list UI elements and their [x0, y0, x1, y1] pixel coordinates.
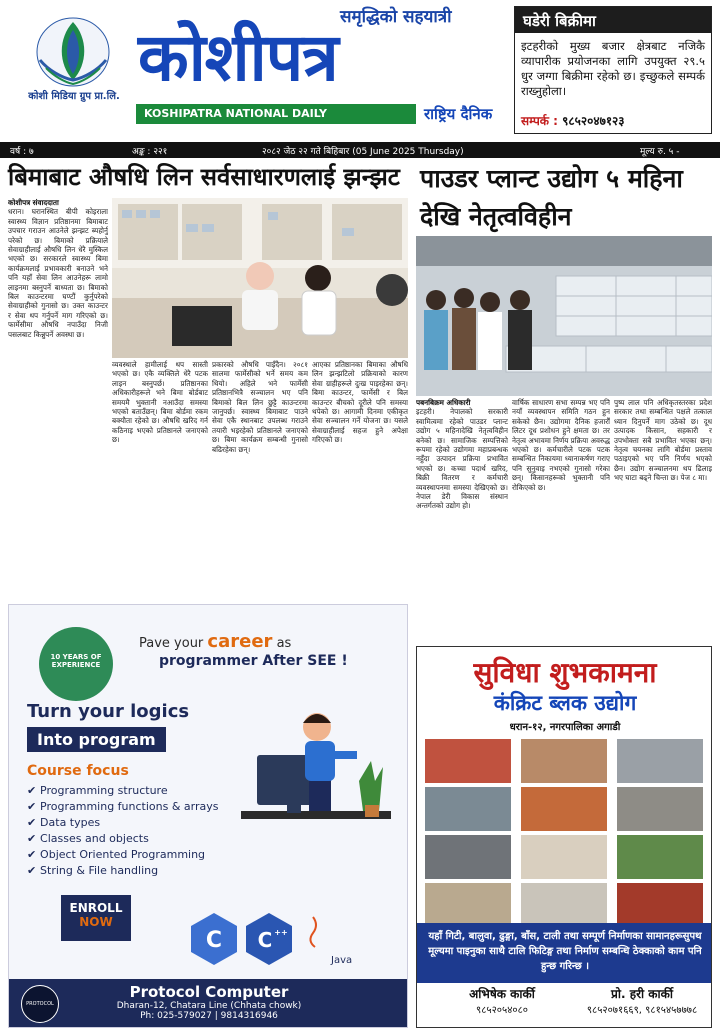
- warehouse-photo: [416, 236, 712, 396]
- classified-ad-box: [514, 6, 712, 134]
- subidha-description-band: यहाँ गिटी, बालुवा, ढुङ्गा, बाँस, टाली तथा सम्पूर्ण निर्माणका सामानहरूसुपथ मूल्यमा पाइनुका साथै टालि फिटिङ्ग तथा निर्माण सम्बन्धि ठेक्काको काम पनि हुन्छ गरिन्छ ।: [417, 923, 712, 983]
- block-stack-image: [425, 787, 511, 831]
- story2-column-e: [416, 398, 508, 642]
- logo-company-name: कोशी मिडिया ग्रुप प्रा.लि.: [28, 91, 120, 102]
- pave-suffix: as: [276, 636, 292, 651]
- story2-column-f: वार्षिक साधारण सभा सम्पन्न भए पनि नयाँ व्यवस्थापन समिति गठन हुन सकेको छैन। उद्योगमा दैनिक हजारौँ लिटर दूध प्रशोधन हुने क्षमता छ। तर नेतृत्व अभावमा निर्णय प्रक्रिया अवरुद्ध भएको छ। कर्मचारीले पटक पटक सम्बन्धित निकायमा ध्यानाकर्षण गराए पनि सुनुवाइ नभएको गुनासो गरेका छन्। किसानहरूको भुक्तानी पनि रोकिएको छ।: [512, 398, 610, 492]
- svg-text:C: C: [257, 928, 273, 952]
- person1-name: अभिषेक कार्की: [469, 987, 535, 1001]
- contact-number: ९८५२०४७१२३: [562, 114, 625, 128]
- brick-tiles-image: [425, 739, 511, 783]
- year-label: वर्ष : ७: [10, 147, 34, 157]
- course-list: [27, 783, 219, 879]
- svg-text:++: ++: [274, 928, 288, 937]
- newspaper-title: कोशीपत्र: [138, 19, 338, 96]
- subidha-title: सुविधा शुभकामना: [473, 656, 657, 689]
- subidha-subtitle: कंक्रिट ब्लक उद्योग: [493, 691, 637, 715]
- gravel-image: [425, 835, 511, 879]
- protocol-computer-ad[interactable]: [8, 604, 408, 1028]
- sand-image: [521, 835, 607, 879]
- story1-text-a: धरान। घरानस्थित बीपी कोइराला स्वास्थ्य विज्ञान प्रतिष्ठानमा बिमाबाट उपचार गराउन आउनेले झन्झट ब्यहोर्नु परेको छ। बिमाको प्रक्रियाले सेवाग्राहीलाई औषधि लिन धेरै मुस्किल भएको छ। सरकारले स्वास्थ्य बिमा कार्यक्रमलाई प्रभावकारी बनाउने भने पनि यहाँ सेवा लिन आउनेहरू लामो लाइनमा बस्नुपर्ने बाध्यता छ। बिमाको बिल काउन्टरमा घण्टौं कुर्नुपरेको सेवाग्राहीको गुनासो छ। उक्त काउन्टर र सेवा थप गर्नुपर्ने माग गरिएको छ। फार्मेसीमा औषधि नपाउँदा निजी पसलबाट किन्नुपर्ने अवस्था छ।: [8, 207, 108, 339]
- experience-badge: 10 YEARS OF EXPERIENCE: [39, 627, 113, 701]
- pave-career-line: [139, 631, 291, 652]
- person2-name: प्रो. हरी कार्की: [611, 987, 673, 1001]
- issue-info-bar: [0, 142, 720, 158]
- masthead: [0, 0, 720, 140]
- issue-label: अङ्क : २२१: [132, 147, 168, 157]
- roof-tiles-image: [617, 883, 703, 927]
- subidha-block-industry-ad[interactable]: [416, 646, 712, 1028]
- protocol-phone: Ph: 025-579027 | 9814316946: [140, 1011, 278, 1021]
- java-label: Java: [331, 955, 353, 966]
- price-label: मूल्य रु. ५ -: [640, 147, 680, 157]
- stone-pile-image: [425, 883, 511, 927]
- now-label: NOW: [79, 915, 113, 929]
- story2-text-e: इटहरी। नेपालको सरकारी स्वामित्वमा रहेको पाउडर प्लान्ट उद्योग ५ महिनादेखि नेतृत्वविहीन बनेको छ। सामाजिक सम्पत्तिको रूपमा रहेको उद्योगमा महाप्रबन्धक नहुँदा उत्पादन प्रक्रिया प्रभावित भएको छ। कच्चा पदार्थ खरिद, बिक्री वितरण र कर्मचारी व्यवस्थापनमा समस्या देखिएको छ। नेपाल डेरी विकास संस्थान अन्तर्गतको उद्योग हो।: [416, 407, 508, 511]
- protocol-name: Protocol Computer: [129, 983, 289, 1001]
- person2-phone: ९८५२०७१६६९, ९८१५४५७७७८: [586, 1005, 698, 1016]
- contact-label: सम्पर्क :: [521, 114, 558, 128]
- story1-byline: कोशीपत्र संवाददाता: [8, 198, 59, 207]
- english-name-strip: KOSHIPATRA NATIONAL DAILY: [136, 104, 416, 124]
- course-item: ✔ Data types: [27, 815, 219, 831]
- course-item: ✔ Programming functions & arrays: [27, 799, 219, 815]
- course-focus-title: Course focus: [27, 763, 129, 779]
- svg-text:C: C: [205, 928, 223, 953]
- tagline: समृद्धिको सहयात्री: [340, 7, 452, 27]
- classified-contact: [521, 112, 625, 129]
- contact-person-1: [437, 985, 567, 1025]
- story1-column-a: [8, 198, 108, 598]
- course-item: ✔ Object Oriented Programming: [27, 847, 219, 863]
- national-daily-label: राष्ट्रिय दैनिक: [424, 105, 493, 123]
- person1-phone: ९८५२०५४०८०: [476, 1005, 528, 1016]
- protocol-logo: PROTOCOL: [21, 985, 59, 1023]
- concrete-blocks-image: [617, 739, 703, 783]
- contact-person-2: [577, 985, 707, 1025]
- course-item: ✔ Classes and objects: [27, 831, 219, 847]
- pave-career-line2: programmer After SEE !: [159, 653, 348, 669]
- language-logos-icon: [189, 911, 329, 973]
- story2-byline: पबनबिक्रम अधिकारी: [416, 398, 471, 407]
- paver-tiles-image: [521, 739, 607, 783]
- programmer-illustration-icon: [221, 701, 397, 851]
- course-item: ✔ Programming structure: [27, 783, 219, 799]
- sand-pile-image: [521, 883, 607, 927]
- bamboo-image: [617, 835, 703, 879]
- story2-headline[interactable]: पाउडर प्लान्ट उद्योग ५ महिना देखि नेतृत्वविहीन: [420, 164, 683, 231]
- classified-heading: घडेरी बिक्रीमा: [515, 7, 711, 33]
- enroll-label: ENROLL: [69, 901, 123, 915]
- pave-career-word: career: [207, 631, 273, 652]
- pave-prefix: Pave your: [139, 636, 204, 651]
- enroll-now-button[interactable]: [61, 895, 131, 941]
- story2-column-g: पुष्प लाल पनि अधिकृतस्तरका प्रदेश सरकार तथा सम्बन्धित पक्षले तत्काल ध्यान दिनुपर्ने माग उठेको छ। दूध उत्पादक किसान, सहकारी र उपभोक्ता सबै प्रभावित भएका छन्। नेतृत्व चयनका लागि बोर्डमा प्रस्ताव पठाइएको भए पनि निर्णय भएको छैन। उद्योग सञ्चालनमा थप ढिलाइ भए घाटा बढ्ने चिन्ता छ। पेज ८ मा।: [614, 398, 712, 483]
- turn-your-logics: Turn your logics: [27, 701, 190, 722]
- story1-column-d: आएका प्रतिष्ठानका बिमाका औषधि लिन झन्झटिलो प्रक्रियाको कारण सेवा ग्राहीहरूले दुःख पाइरहेका छन्। बिमा काउन्टर, फार्मेसी र बिल काउन्टर बीचको दूरीले पनि समस्या थपेको छ। आगामी दिनमा एकीकृत सेवा सञ्चालन गर्ने योजना छ। यसले सेवाग्राहीलाई सहज हुने अपेक्षा गरिएको छ।: [312, 360, 408, 445]
- protocol-address: Dharan-12, Chatara Line (Chhata chowk): [116, 1001, 302, 1011]
- classified-body: इटहरीको मुख्य बजार क्षेत्रबाट नजिकै व्यापारीक प्रयोजनका लागि उपयुक्त २९.५ धुर जग्गा बिक्रीमा रहेको छ। इच्छुकले सम्पर्क राख्नुहोला।: [521, 39, 705, 98]
- protocol-footer: [9, 979, 408, 1028]
- red-paver-image: [521, 787, 607, 831]
- pharmacy-scene-icon: [112, 198, 408, 358]
- story1-headline[interactable]: बिमाबाट औषधि लिन सर्वसाधारणलाई झन्झट: [8, 163, 400, 191]
- subidha-address: धरान-१२, नगरपालिका अगाडी: [509, 722, 621, 733]
- course-item: ✔ String & File handling: [27, 863, 219, 879]
- story1-column-c: प्रकारको औषधि पाइँदैन। २०८१ सालमा फार्मेसीको भर्ने समय कम थियो। अहिले भने फार्मेसी प्रतिष्ठानभित्रै सञ्चालन भए पनि बिमाको बिल लिन छुट्टै काउन्टरमा जानुपर्छ। स्वास्थ्य बिमाबाट पाउने सेवा एकै स्थानबाट उपलब्ध गराउने तयारी भइरहेको प्रतिष्ठानले जनाएको छ। बिमा कार्यक्रम सम्बन्धी गुनासो बढिरहेका छन्।: [212, 360, 308, 454]
- into-program-label: Into program: [27, 727, 166, 752]
- warehouse-scene-icon: [416, 236, 712, 396]
- pharmacy-photo: [112, 198, 408, 358]
- gray-stones-image: [617, 787, 703, 831]
- story1-column-b: व्यवस्थाले हामीलाई थप सास्ती भएको छ। एकै व्यक्तिले धेरै पटक लाइन बस्नुपर्छ। प्रतिष्ठानका अधिकारीहरूले भने बिमा बोर्डबाट समयमै भुक्तानी नआउँदा समस्या भएको बताउँछन्। बिमा बोर्डमा रकम बक्यौता रहेको छ। औषधि खरिद गर्न कठिनाइ भएको प्रतिष्ठानले जनाएको छ।: [112, 360, 208, 445]
- date-label: २०८२ जेठ २२ गते बिहिबार (05 June 2025 Thursday): [262, 147, 464, 157]
